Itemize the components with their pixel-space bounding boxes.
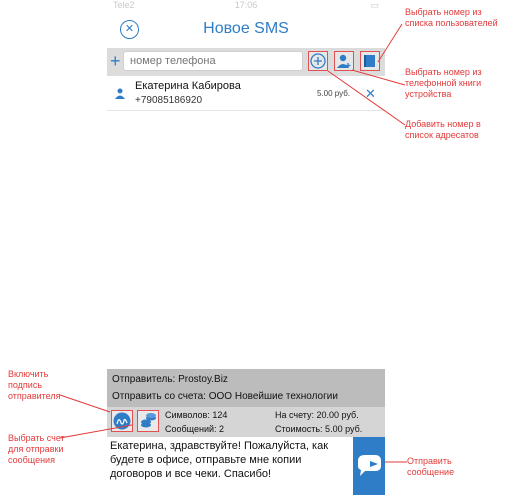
annotation-send: Отправить сообщение bbox=[407, 456, 455, 477]
messages-count: Сообщений: 2 bbox=[165, 424, 225, 434]
recipient-name: Екатерина Кабирова bbox=[135, 80, 241, 92]
annotation-phonebook: Выбрать номер из телефонной книги устройства bbox=[405, 67, 482, 99]
close-icon[interactable]: ✕ bbox=[365, 86, 376, 101]
symbols-count: Символов: 124 bbox=[165, 410, 228, 420]
account-label[interactable]: Отправить со счета: ООО Новейшие технологии bbox=[112, 391, 338, 402]
annotation-account: Выбрать счет для отправки сообщения bbox=[8, 433, 65, 465]
status-time: 17:06 bbox=[234, 0, 258, 10]
message-text[interactable]: Екатерина, здравствуйте! Пожалуйста, как будете в офисе, отправьте мне копии договоров и все чеки. Спасибо! bbox=[110, 440, 329, 480]
recipient-price: 5.00 руб. bbox=[317, 89, 351, 98]
annotation-users-list: Выбрать номер из списка пользователей bbox=[405, 7, 498, 28]
message-cost: Стоимость: 5.00 руб. bbox=[275, 424, 363, 434]
plus-icon[interactable]: + bbox=[110, 51, 121, 71]
battery-icon: ▭ bbox=[370, 0, 379, 10]
annotation-signature: Включить подпись отправителя bbox=[8, 369, 61, 401]
close-circle-icon[interactable]: ✕ bbox=[120, 20, 139, 39]
annotation-add-recipient: Добавить номер в список адресатов bbox=[405, 119, 481, 140]
page-title: Новое SMS bbox=[203, 20, 289, 37]
account-balance: На счету: 20.00 руб. bbox=[275, 410, 359, 420]
sender-label[interactable]: Отправитель: Prostoy.Biz bbox=[112, 374, 228, 385]
recipient-phone: +79085186920 bbox=[135, 95, 203, 106]
carrier-label: Tele2 bbox=[113, 0, 135, 10]
